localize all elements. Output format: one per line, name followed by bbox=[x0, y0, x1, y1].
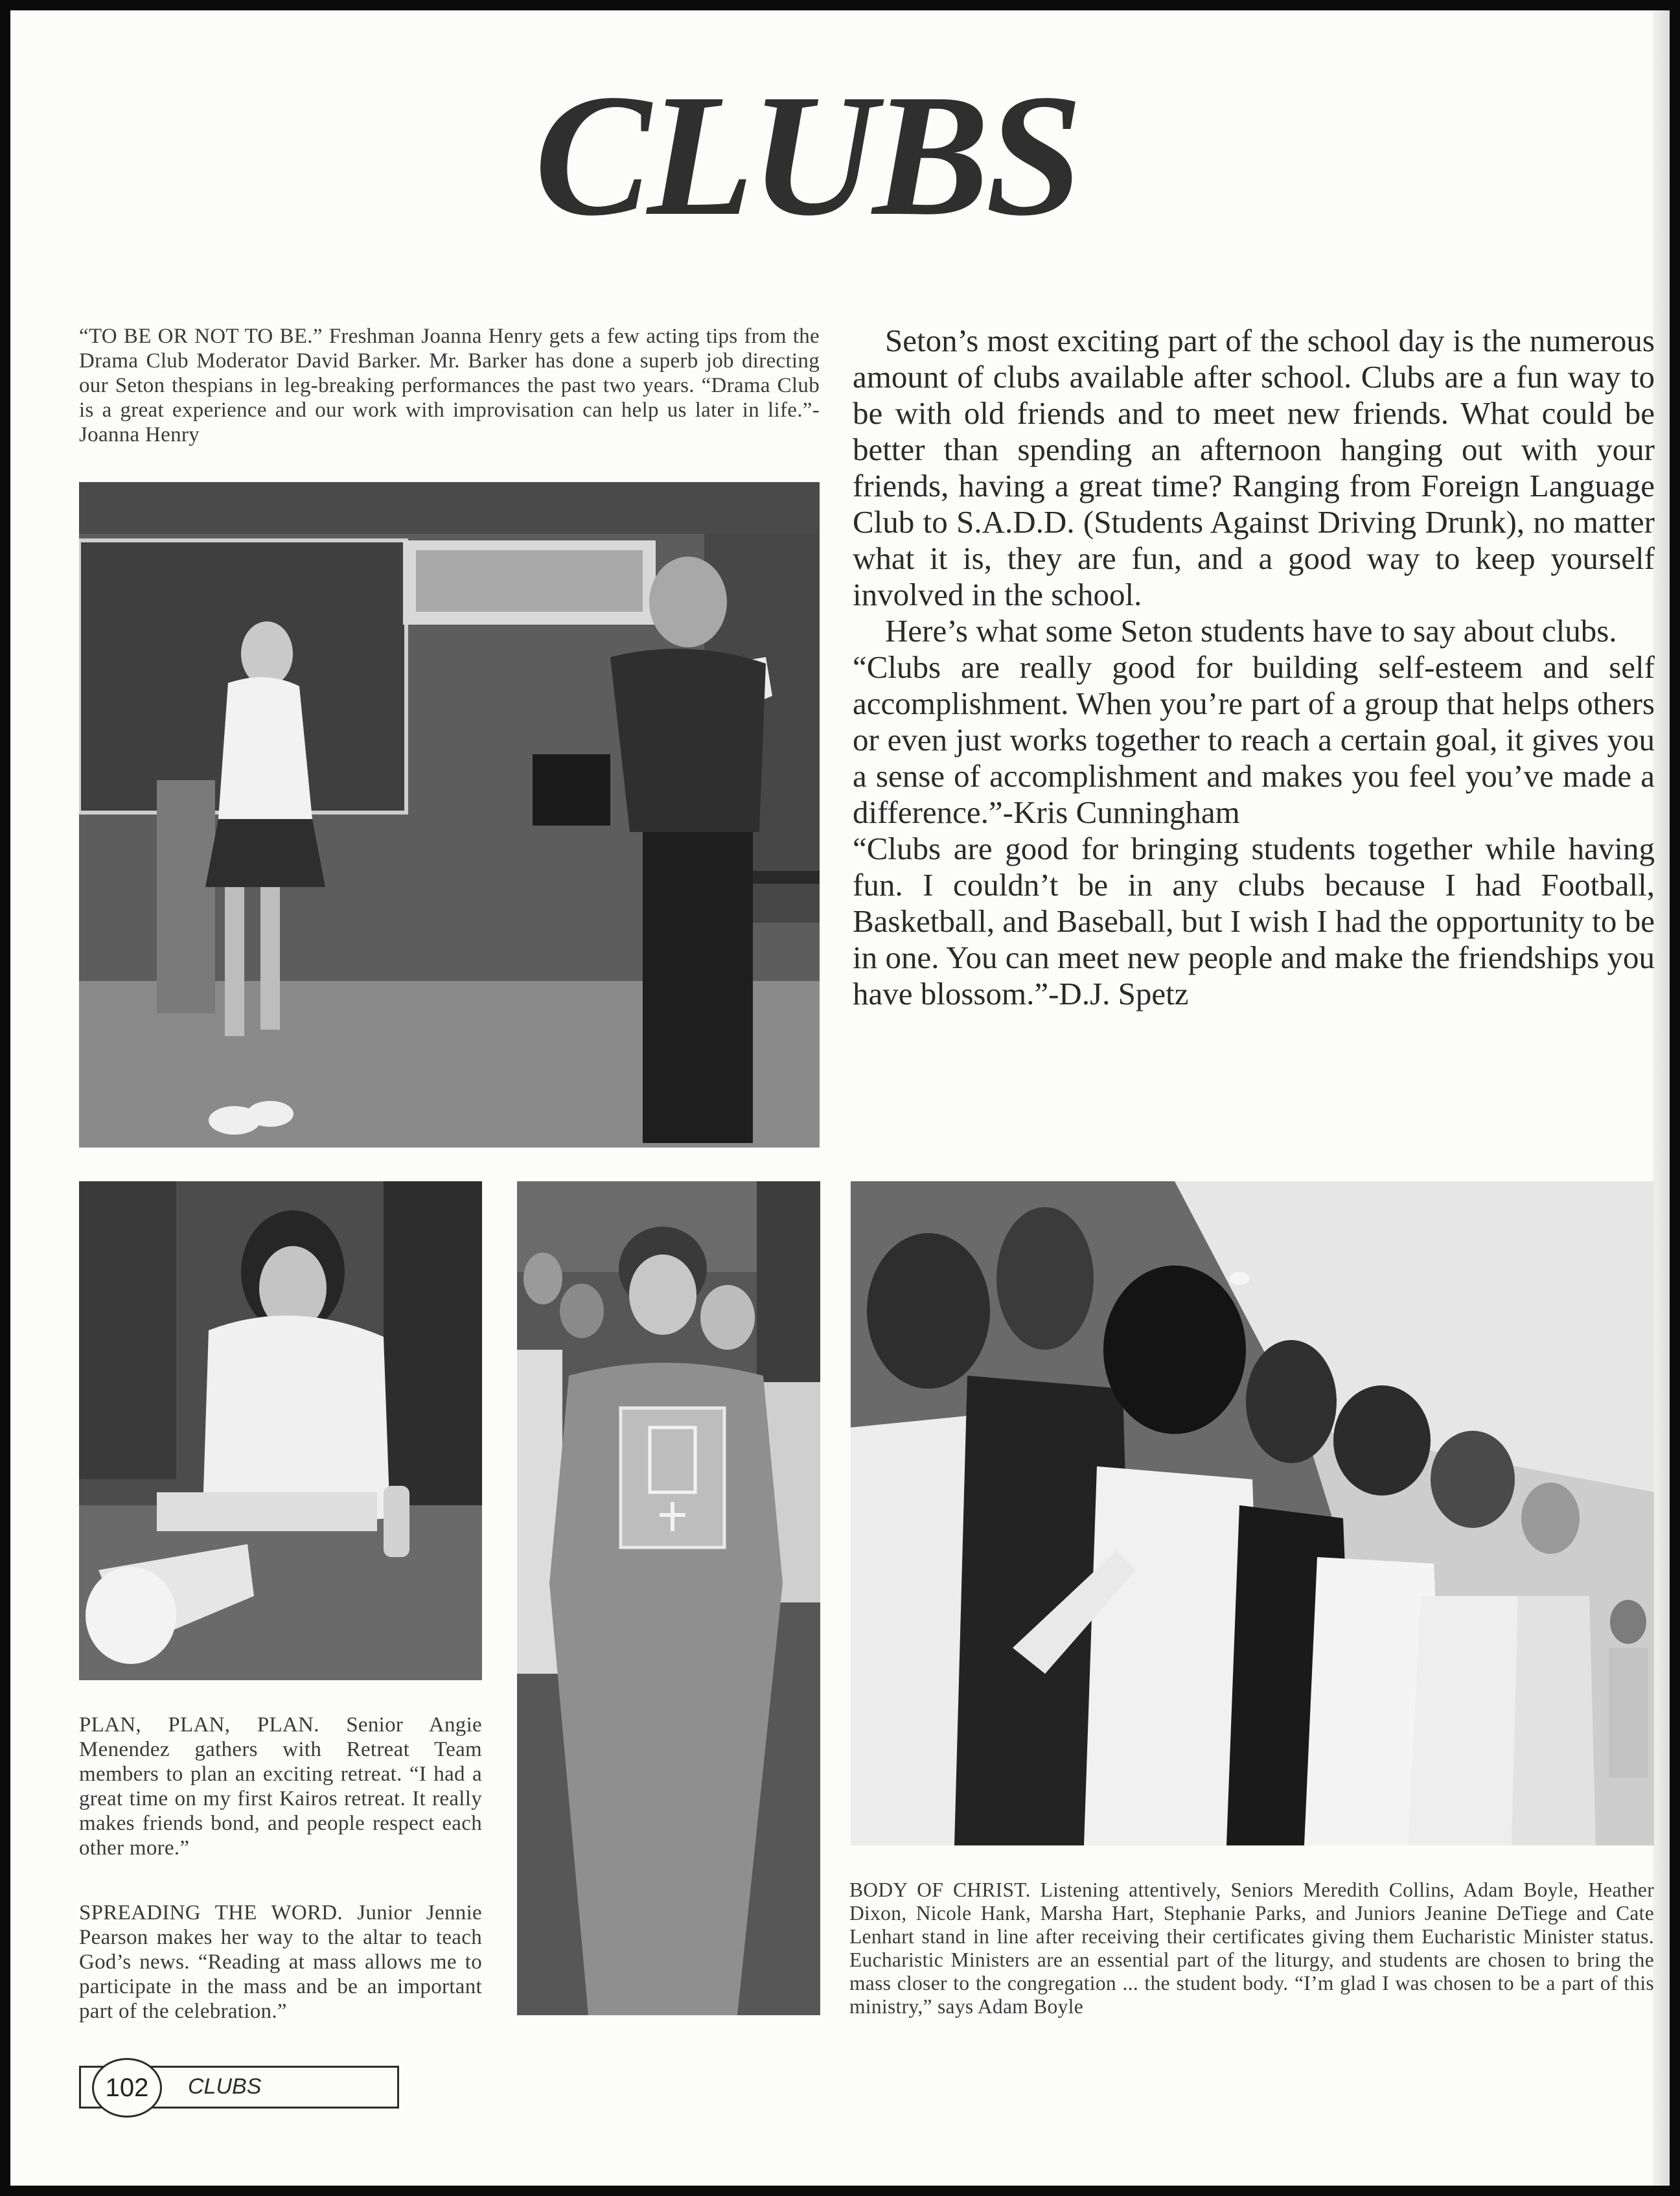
drama-club-photo bbox=[79, 482, 820, 1148]
body-of-christ-caption: BODY OF CHRIST. Listening attentively, Seniors Meredith Collins, Adam Boyle, Heather Dixon, Nicole Hank, Marsha Hart, Stephanie Parks, and Juniors Jeanine DeTiege and Cate Lenhart stand in line after receiving their certificates giving them Eucharistic Minister status. Eucharistic Ministers are an essential part of the liturgy, and students are chosen to bring the mass closer to the congregation ... the student body. “I’m glad I was chosen to be a part of this ministry,” says Adam Boyle bbox=[849, 1878, 1654, 2018]
page-title: CLUBS bbox=[534, 58, 1079, 252]
article-paragraph-intro: Seton’s most exciting part of the school day is the numerous amount of clubs available after school. Clubs are a fun way to be with old friends and to meet new friends. What could be better than spending an afternoon hanging out with your friends, having a great time? Ranging from Foreign Language Club to S.A.D.D. (Students Against Driving Drunk), no matter what it is, they are fun, and a good way to keep yourself involved in the school. bbox=[853, 323, 1655, 612]
binding-edge bbox=[1653, 10, 1670, 2186]
section-label: CLUBS bbox=[188, 2074, 262, 2099]
spreading-word-caption: SPREADING THE WORD. Junior Jennie Pearson makes her way to the altar to teach God’s news. “Reading at mass allows me to participate in the mass and be an important part of the celebration.” bbox=[79, 1901, 482, 2023]
retreat-team-photo bbox=[79, 1181, 482, 1680]
article-quote-spetz: “Clubs are good for bringing students together while having fun. I couldn’t be in any clubs because I had Football, Basketball, and Baseball, but I wish I had the opportunity to be in one. You can meet new people and make the friendships you have blossom.”-D.J. Spetz bbox=[853, 831, 1655, 1011]
reader-with-book-photo bbox=[517, 1181, 820, 2015]
article-quote-cunningham: “Clubs are really good for building self-esteem and self accomplishment. When you’re part of a group that helps others or even just works together to reach a certain goal, it gives you a sense of accomplishment and makes you feel you’ve made a difference.”-Kris Cunningham bbox=[853, 649, 1655, 830]
article-paragraph-lead: Here’s what some Seton students have to say about clubs. bbox=[885, 613, 1617, 649]
eucharistic-ministers-photo bbox=[851, 1181, 1654, 1845]
retreat-caption: PLAN, PLAN, PLAN. Senior Angie Menendez gathers with Retreat Team members to plan an exciting retreat. “I had a great time on my first Kairos retreat. It really makes friends bond, and people respect each other more.” bbox=[79, 1713, 482, 1860]
page-folio bbox=[79, 2063, 403, 2112]
article-body bbox=[853, 323, 1655, 1012]
drama-caption: “TO BE OR NOT TO BE.” Freshman Joanna Henry gets a few acting tips from the Drama Club Moderator David Barker. Mr. Barker has done a superb job directing our Seton thespians in leg-breaking performances the past two years. “Drama Club is a great experience and our work with improvisation can help us later in life.”-Joanna Henry bbox=[79, 325, 820, 446]
page-number: 102 bbox=[92, 2058, 162, 2118]
